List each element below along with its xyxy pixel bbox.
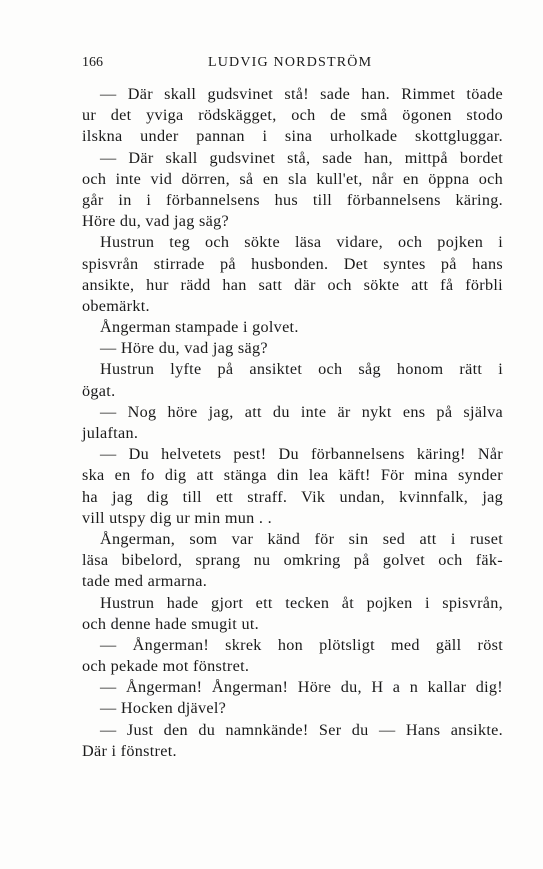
- running-head: LUDVIG NORDSTRÖM: [208, 55, 373, 70]
- text-line: går in i förbannelsens hus till förbannelsens käring.: [82, 190, 503, 209]
- text-line: tade med armarna.: [82, 572, 208, 591]
- text-line: Hustrun lyfte på ansiktet och såg honom rätt i: [100, 360, 503, 379]
- text-line: — Höre du, vad jag säg?: [100, 339, 268, 358]
- text-line: spisvrån stirrade på husbonden. Det syntes på hans: [82, 254, 503, 273]
- text-line: — Ångerman! Ångerman! Höre du, H a n kallar dig!: [100, 678, 503, 697]
- text-line: Ångerman, som var känd för sin sed att i ruset: [100, 529, 503, 548]
- text-line: vill utspy dig ur min mun . .: [82, 508, 272, 527]
- text-line: — Du helvetets pest! Du förbannelsens käring! Når: [100, 445, 503, 464]
- text-line: — Där skall gudsvinet stå! sade han. Rimmet töade: [100, 85, 503, 103]
- text-line: — Nog höre jag, att du inte är nykt ens på själva: [100, 402, 503, 421]
- text-line: ha jag dig till ett straff. Vik undan, kvinnfalk, jag: [82, 487, 503, 506]
- text-line: ilskna under pannan i sina urholkade skottgluggar.: [82, 127, 503, 146]
- text-line: Där i fönstret.: [82, 741, 177, 760]
- page-header: [82, 55, 503, 73]
- text-line: Hustrun hade gjort ett tecken åt pojken i spisvrån,: [100, 593, 503, 612]
- text-line: och inte vid dörren, så en sla kull'et, når en öppna och: [82, 169, 503, 188]
- text-line: obemärkt.: [82, 296, 150, 315]
- text-line: — Ångerman! skrek hon plötsligt med gäll röst: [100, 635, 503, 654]
- text-line: julaftan.: [82, 424, 139, 442]
- text-line: ur det yviga rödskägget, och de små ögonen stodo: [82, 106, 503, 125]
- text-line: ansikte, hur rädd han satt där och sökte att få förbli: [82, 275, 503, 294]
- text-line: Höre du, vad jag säg?: [82, 212, 229, 231]
- text-line: läsa bibelord, sprang nu omkring på golvet och fäk-: [82, 551, 503, 570]
- page-number: 166: [82, 55, 103, 70]
- text-line: — Hocken djävel?: [100, 699, 227, 718]
- text-line: Ångerman stampade i golvet.: [100, 318, 299, 337]
- text-line: och denne hade smugit ut.: [82, 614, 259, 633]
- text-line: — Där skall gudsvinet stå, sade han, mittpå bordet: [100, 148, 503, 167]
- text-line: — Just den du namnkände! Ser du — Hans ansikte.: [100, 720, 503, 739]
- text-line: Hustrun teg och sökte läsa vidare, och pojken i: [100, 233, 503, 252]
- text-line: och pekade mot fönstret.: [82, 657, 250, 676]
- text-line: ögat.: [82, 381, 116, 400]
- body-text: [82, 84, 503, 762]
- text-line: ska en fo dig att stänga din lea käft! För mina synder: [82, 466, 503, 485]
